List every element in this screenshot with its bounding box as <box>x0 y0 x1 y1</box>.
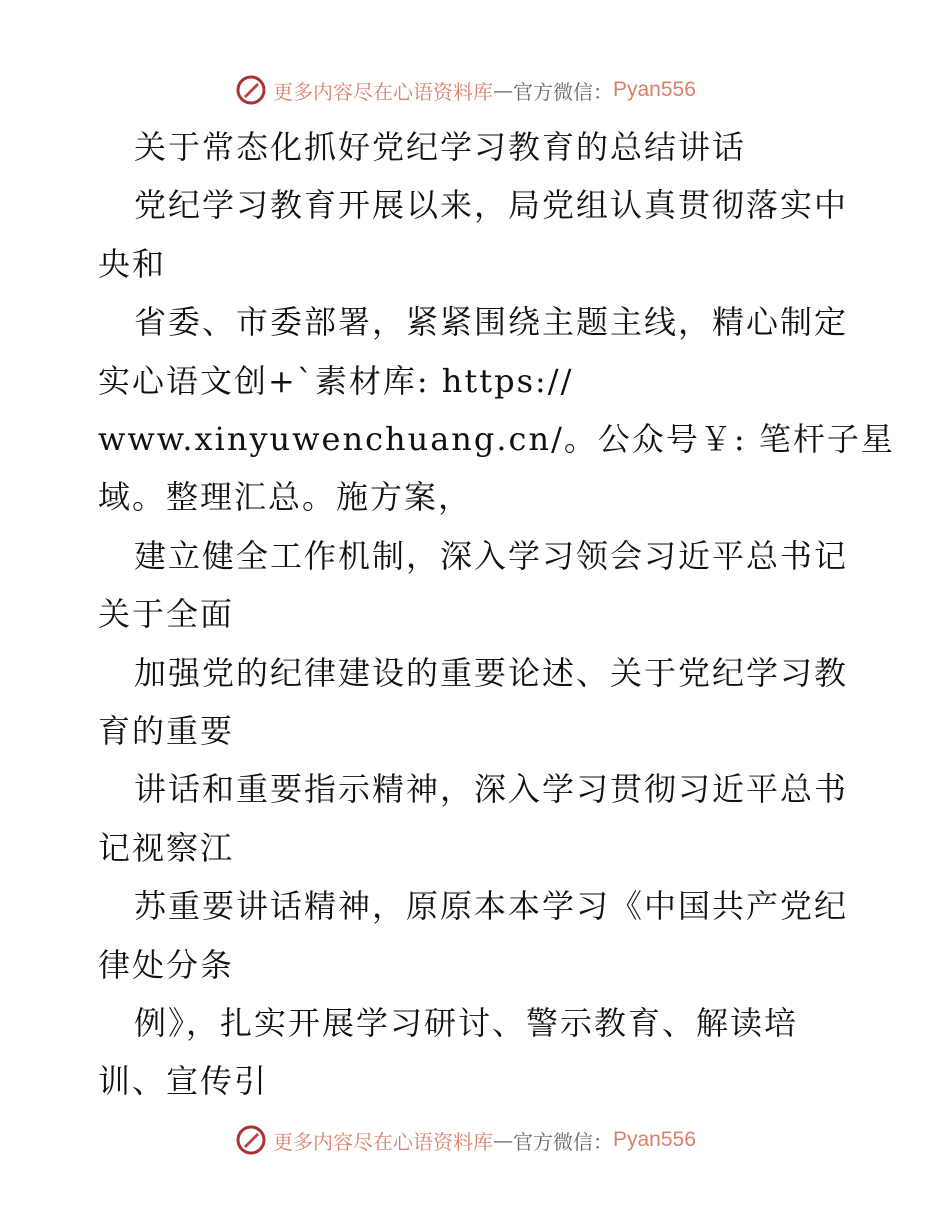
paragraph-line: 律处分条 <box>98 945 235 984</box>
watermark-wechat-id: Pyan556 <box>613 1128 696 1151</box>
paragraph-line: 域。整理汇总。施方案， <box>98 478 473 517</box>
watermark-dash: — <box>493 78 513 102</box>
paragraph-line: 苏重要讲话精神，原原本本学习《中国共产党纪 <box>134 887 849 926</box>
paragraph-line: www.xinyuwenchuang.cn/。公众号￥: 笔杆子星 <box>98 420 895 458</box>
paragraph-line: 例》，扎实开展学习研讨、警示教育、解读培 <box>134 1004 799 1042</box>
paragraph-line: 省委、市委部署，紧紧围绕主题主线，精心制定 <box>134 303 849 342</box>
paragraph-line: 党纪学习教育开展以来，局党组认真贯彻落实中 <box>134 186 849 225</box>
pen-logo-icon <box>235 74 267 106</box>
paragraph-line: 育的重要 <box>98 712 235 750</box>
watermark-wechat-label: 官方微信： <box>513 1129 613 1154</box>
paragraph-line: 讲话和重要指示精神，深入学习贯彻习近平总书 <box>134 770 849 809</box>
footer-watermark <box>235 1123 696 1157</box>
paragraph-line: 央和 <box>98 244 167 283</box>
paragraph-line: 训、宣传引 <box>98 1062 269 1101</box>
watermark-wechat-id: Pyan556 <box>613 78 696 101</box>
paragraph-line: 加强党的纪律建设的重要论述、关于党纪学习教 <box>134 653 849 692</box>
watermark-brand: 更多内容尽在心语资料库 <box>273 79 493 104</box>
header-watermark <box>235 73 696 107</box>
paragraph-line: 记视察江 <box>98 828 235 867</box>
watermark-dash: — <box>493 1128 513 1152</box>
paragraph-line: 实心语文创+`素材库: https:// <box>98 361 574 400</box>
document-title: 关于常态化抓好党纪学习教育的总结讲话 <box>134 128 747 166</box>
paragraph-line: 建立健全工作机制，深入学习领会习近平总书记 <box>134 536 849 575</box>
paragraph-line: 关于全面 <box>98 595 235 634</box>
watermark-brand: 更多内容尽在心语资料库 <box>273 1129 493 1154</box>
watermark-wechat-label: 官方微信： <box>513 79 613 104</box>
pen-logo-icon <box>235 1124 267 1156</box>
